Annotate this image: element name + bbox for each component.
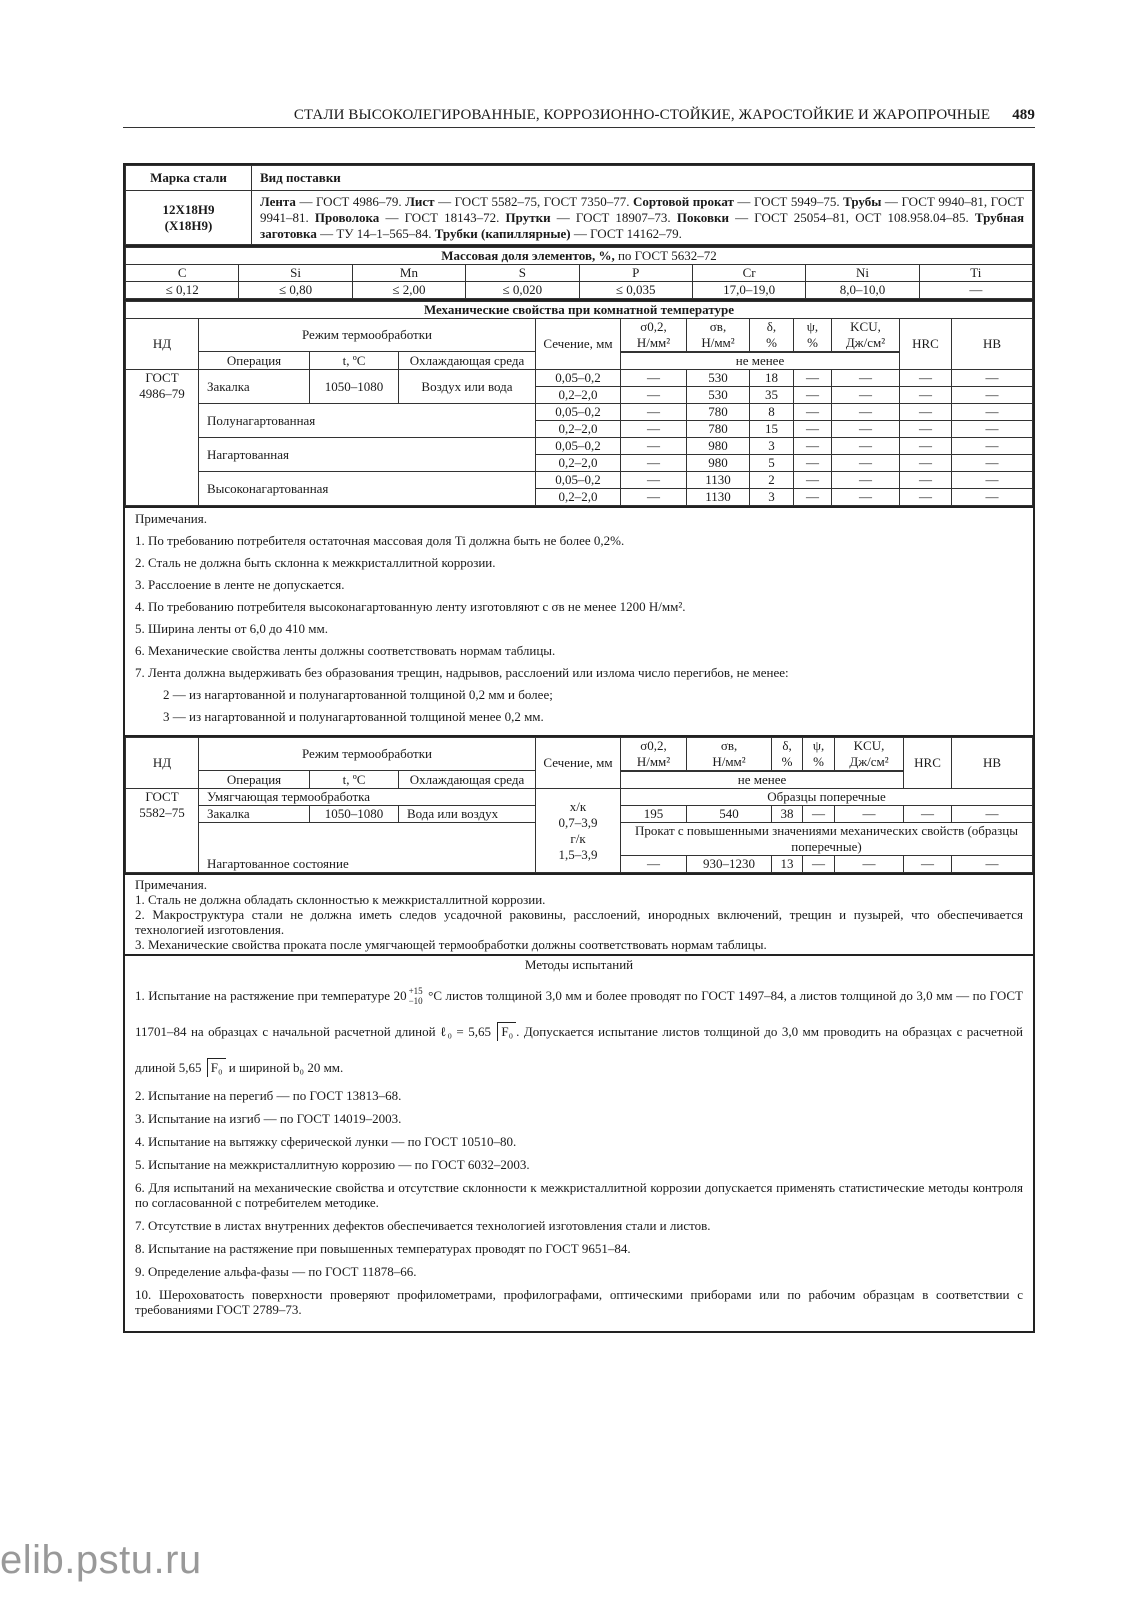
sqrt-f0-2: F₀ bbox=[207, 1058, 226, 1077]
h2-delta-unit: % bbox=[781, 754, 793, 769]
h2-delta bbox=[772, 738, 803, 771]
supply-segment: Лента bbox=[260, 194, 296, 209]
property-value: — bbox=[794, 489, 832, 506]
element-value: 8,0–10,0 bbox=[806, 282, 919, 299]
quench-temp: 1050–1080 bbox=[310, 806, 399, 823]
h-cooling: Охлаждающая среда bbox=[399, 352, 536, 370]
work-hardened-label: Нагартованное состояние bbox=[199, 823, 536, 873]
supply-segment: — ГОСТ 18143–72. bbox=[379, 210, 506, 225]
h-mode: Режим термообработки bbox=[199, 319, 536, 352]
property-value: — bbox=[952, 421, 1033, 438]
method-item: 8. Испытание на растяжение при повышенных температурах проводят по ГОСТ 9651–84. bbox=[135, 1241, 631, 1256]
mode-state: Нагартованная bbox=[199, 438, 536, 472]
note-item: 7. Лента должна выдерживать без образования трещин, надрывов, расслоений или излома число перегибов, не менее: bbox=[135, 665, 789, 680]
composition-values-row bbox=[126, 282, 1033, 299]
method-item: 2. Испытание на перегиб — по ГОСТ 13813–68. bbox=[135, 1088, 402, 1103]
property-value: 8 bbox=[750, 404, 794, 421]
watermark: elib.pstu.ru bbox=[0, 1538, 202, 1582]
h-psi-sym: ψ, bbox=[806, 319, 819, 334]
h2-hb: HB bbox=[952, 738, 1033, 789]
note-item: 1. По требованию потребителя остаточная массовая доля Ti должна быть не более 0,2%. bbox=[135, 533, 625, 548]
mech1-title: Механические свойства при комнатной температуре bbox=[126, 302, 1033, 319]
grade-alt-name: (Х18Н9) bbox=[164, 217, 213, 233]
property-value: — bbox=[952, 370, 1033, 387]
supply-segment: — ГОСТ 4986–79. bbox=[295, 194, 406, 209]
property-value: — bbox=[952, 404, 1033, 421]
property-value: — bbox=[794, 455, 832, 472]
temp-expression bbox=[394, 978, 425, 1014]
mech-section-2 bbox=[125, 735, 1033, 873]
property-value: — bbox=[900, 387, 952, 404]
element-symbol: Cr bbox=[692, 265, 805, 282]
property-value: — bbox=[794, 472, 832, 489]
property-value: — bbox=[952, 472, 1033, 489]
property-value: — bbox=[832, 472, 900, 489]
note-subitem: 3 — из нагартованной и полунагартованной толщиной менее 0,2 мм. bbox=[163, 709, 544, 724]
methods-section bbox=[125, 954, 1033, 1331]
h-s02-sym: σ0,2, bbox=[640, 319, 667, 334]
quench-kcu: — bbox=[835, 806, 904, 823]
h-nd: НД bbox=[126, 319, 199, 370]
property-value: 15 bbox=[750, 421, 794, 438]
h-min: не менее bbox=[621, 353, 900, 370]
element-value: 17,0–19,0 bbox=[692, 282, 805, 299]
h-hrc: HRC bbox=[900, 319, 952, 370]
method-item: 7. Отсутствие в листах внутренних дефектов обеспечивается технологией изготовления стали и листов. bbox=[135, 1218, 711, 1233]
h2-s02-sym: σ0,2, bbox=[640, 738, 667, 753]
h2-temp: t, ºС bbox=[310, 771, 399, 789]
supply-segment: — ГОСТ 18907–73. bbox=[550, 210, 677, 225]
supply-segment: Прутки bbox=[505, 210, 551, 225]
work-psi: — bbox=[803, 856, 835, 873]
composition-title-bold: Массовая доля элементов, %, bbox=[441, 248, 615, 263]
method-1 bbox=[135, 978, 1023, 1086]
property-value: — bbox=[832, 438, 900, 455]
page-number: 489 bbox=[1012, 107, 1035, 123]
h2-sv bbox=[687, 738, 772, 771]
supply-segment: — ТУ 14–1–565–84. bbox=[316, 226, 435, 241]
temp-tol-down: −10 bbox=[408, 996, 423, 1006]
h2-psi-sym: ψ, bbox=[812, 738, 825, 753]
property-value: — bbox=[900, 455, 952, 472]
h2-min: не менее bbox=[621, 772, 904, 789]
element-symbol: P bbox=[579, 265, 692, 282]
property-value: — bbox=[952, 489, 1033, 506]
section-value: 0,2–2,0 bbox=[536, 489, 621, 506]
section-value: 0,2–2,0 bbox=[536, 387, 621, 404]
property-value: 3 bbox=[750, 438, 794, 455]
h-kcu-unit: Дж/см² bbox=[845, 335, 886, 350]
mech-section-1 bbox=[125, 299, 1033, 506]
property-value: — bbox=[794, 421, 832, 438]
quench-op: Закалка bbox=[199, 806, 310, 823]
method-1-part-a: 1. Испытание на растяжение при температуре bbox=[135, 988, 394, 1003]
h2-mode: Режим термообработки bbox=[199, 738, 536, 771]
supply-segment: Трубная заготовка bbox=[260, 210, 1025, 241]
cross-samples: Образцы поперечные bbox=[621, 789, 1033, 806]
grade-cell bbox=[126, 191, 252, 245]
h2-kcu bbox=[835, 738, 904, 771]
supply-text bbox=[252, 191, 1033, 245]
work-s02: — bbox=[621, 856, 687, 873]
property-value: 1130 bbox=[687, 472, 750, 489]
nd-gost-4986: ГОСТ 4986–79 bbox=[126, 370, 199, 506]
h-delta-sym: δ, bbox=[766, 319, 777, 334]
note-item: 3. Расслоение в ленте не допускается. bbox=[135, 577, 345, 592]
property-value: 780 bbox=[687, 404, 750, 421]
h2-sv-unit: Н/мм² bbox=[712, 754, 746, 769]
property-value: 35 bbox=[750, 387, 794, 404]
h-s02 bbox=[621, 319, 687, 352]
table-row bbox=[126, 472, 1033, 489]
method-1-part-b: °С листов толщиной 3,0 мм и более проводят по ГОСТ 1497–84, а листов толщиной до 3,0 мм — по ГОСТ 11701–84 на образцах с начальной расчетной длиной ℓ₀ = 5,65 bbox=[135, 988, 1023, 1039]
property-value: — bbox=[621, 472, 687, 489]
element-symbol: Ti bbox=[919, 265, 1032, 282]
quench-psi: — bbox=[803, 806, 835, 823]
temp-value: 20 bbox=[393, 988, 407, 1003]
property-value: — bbox=[794, 387, 832, 404]
h2-delta-sym: δ, bbox=[782, 738, 792, 753]
h-sv-unit: Н/мм² bbox=[701, 335, 735, 350]
property-value: — bbox=[952, 438, 1033, 455]
h2-cooling: Охлаждающая среда bbox=[399, 771, 536, 789]
table-row bbox=[126, 438, 1033, 455]
temp-tol-up: +15 bbox=[408, 986, 423, 996]
section-value: 0,05–0,2 bbox=[536, 472, 621, 489]
steel-datasheet bbox=[123, 163, 1035, 1333]
high-props-note: Прокат с повышенными значениями механических свойств (образцы поперечные) bbox=[621, 823, 1033, 856]
h-psi-unit: % bbox=[807, 335, 818, 350]
sec-hot: г/к bbox=[570, 830, 586, 846]
property-value: — bbox=[621, 438, 687, 455]
h2-nd: НД bbox=[126, 738, 199, 789]
method-item: 6. Для испытаний на механические свойства и отсутствие склонности к межкристаллитной коррозии допускается применять статистические методы контроля по согласованной с потребителем методике. bbox=[135, 1180, 1023, 1210]
notes-section-2 bbox=[125, 873, 1033, 954]
property-value: — bbox=[900, 472, 952, 489]
h2-s02-unit: Н/мм² bbox=[636, 754, 671, 769]
work-sv: 930–1230 bbox=[687, 856, 772, 873]
property-value: 530 bbox=[687, 387, 750, 404]
note-subitem: 2 — из нагартованной и полунагартованной толщиной 0,2 мм и более; bbox=[163, 687, 553, 702]
property-value: — bbox=[832, 404, 900, 421]
property-value: 18 bbox=[750, 370, 794, 387]
h-s02-unit: Н/мм² bbox=[636, 335, 671, 350]
note-item: 2. Макроструктура стали не должна иметь следов усадочной раковины, расслоений, инородных включений, трещин и пузырей, что обеспечивается технологией изготовления. bbox=[135, 907, 1023, 937]
property-value: — bbox=[832, 455, 900, 472]
note-item: 2. Сталь не должна быть склонна к межкристаллитной коррозии. bbox=[135, 555, 496, 570]
element-value: ≤ 0,80 bbox=[239, 282, 352, 299]
note-item: 1. Сталь не должна обладать склонностью к межкристаллитной коррозии. bbox=[135, 892, 546, 907]
work-hb: — bbox=[952, 856, 1033, 873]
element-value: ≤ 0,035 bbox=[579, 282, 692, 299]
method-item: 10. Шероховатость поверхности проверяют профилометрами, профилографами, оптическими приборами или по рабочим образцам в соответствии с требованиями ГОСТ 2789–73. bbox=[135, 1287, 1023, 1317]
h-sv bbox=[687, 319, 750, 352]
mech2-section-cell bbox=[536, 789, 621, 873]
property-value: — bbox=[900, 489, 952, 506]
property-value: 530 bbox=[687, 370, 750, 387]
quench-cooling: Вода или воздух bbox=[399, 806, 536, 823]
method-1-part-c: . Допускается испытание листов толщиной до 3,0 мм проводить на образцах с расчетной длиной 5,65 bbox=[135, 1024, 1023, 1075]
property-value: 2 bbox=[750, 472, 794, 489]
sqrt-f0: F₀ bbox=[497, 1022, 516, 1041]
property-value: 1130 bbox=[687, 489, 750, 506]
property-value: — bbox=[952, 387, 1033, 404]
h-temp: t, ºС bbox=[310, 352, 399, 370]
section-value: 0,05–0,2 bbox=[536, 438, 621, 455]
h-operation: Операция bbox=[199, 352, 310, 370]
h-hb: HB bbox=[952, 319, 1033, 370]
note-item: 6. Механические свойства ленты должны соответствовать нормам таблицы. bbox=[135, 643, 556, 658]
property-value: 980 bbox=[687, 455, 750, 472]
sec-cold-range: 0,7–3,9 bbox=[558, 814, 598, 830]
property-value: — bbox=[621, 489, 687, 506]
composition-title bbox=[126, 248, 1033, 265]
h2-sv-sym: σв, bbox=[720, 738, 738, 753]
method-item: 3. Испытание на изгиб — по ГОСТ 14019–2003. bbox=[135, 1111, 402, 1126]
mech1-body bbox=[126, 370, 1033, 506]
supply-segment: — ГОСТ 25054–81, ОСТ 108.958.04–85. bbox=[728, 210, 975, 225]
quench-s02: 195 bbox=[621, 806, 687, 823]
element-value: ≤ 0,020 bbox=[466, 282, 579, 299]
grade-label: Марка стали bbox=[126, 166, 252, 191]
h2-psi bbox=[803, 738, 835, 771]
h2-kcu-sym: KCU, bbox=[853, 738, 885, 753]
property-value: — bbox=[621, 404, 687, 421]
property-value: — bbox=[621, 387, 687, 404]
h2-s02 bbox=[621, 738, 687, 771]
grade-name: 12Х18Н9 bbox=[162, 201, 215, 217]
h-delta bbox=[750, 319, 794, 352]
property-value: — bbox=[832, 387, 900, 404]
h2-hrc: HRC bbox=[904, 738, 952, 789]
supply-segment: — ГОСТ 5949–75. bbox=[733, 194, 844, 209]
section-value: 0,05–0,2 bbox=[536, 404, 621, 421]
element-symbol: S bbox=[466, 265, 579, 282]
sec-hot-range: 1,5–3,9 bbox=[558, 846, 598, 862]
quench-sv: 540 bbox=[687, 806, 772, 823]
h2-operation: Операция bbox=[199, 771, 310, 789]
property-value: 5 bbox=[750, 455, 794, 472]
property-value: — bbox=[621, 421, 687, 438]
notes-section-1 bbox=[125, 506, 1033, 735]
h2-psi-unit: % bbox=[813, 754, 824, 769]
h-delta-unit: % bbox=[766, 335, 777, 350]
quench-delta: 38 bbox=[772, 806, 803, 823]
supply-segment: — ГОСТ 9940–81, ГОСТ 9941–81. bbox=[260, 194, 1025, 225]
nd-gost-5582: ГОСТ 5582–75 bbox=[126, 789, 199, 873]
element-symbol: Ni bbox=[806, 265, 919, 282]
supply-segment: Поковки bbox=[676, 210, 729, 225]
property-value: — bbox=[900, 421, 952, 438]
notes2-title: Примечания. bbox=[135, 877, 207, 892]
h-sv-sym: σв, bbox=[709, 319, 727, 334]
method-1-part-d: и шириной b₀ 20 мм. bbox=[225, 1060, 344, 1075]
note-item: 5. Ширина ленты от 6,0 до 410 мм. bbox=[135, 621, 328, 636]
quench-hb: — bbox=[952, 806, 1033, 823]
method-item: 5. Испытание на межкристаллитную коррозию — по ГОСТ 6032–2003. bbox=[135, 1157, 530, 1172]
work-hrc: — bbox=[904, 856, 952, 873]
supply-segment: Проволока bbox=[314, 210, 380, 225]
note-item: 3. Механические свойства проката после умягчающей термообработки должны соответствовать нормам таблицы. bbox=[135, 937, 767, 952]
element-symbol: Si bbox=[239, 265, 352, 282]
mode-temp: 1050–1080 bbox=[310, 370, 399, 404]
property-value: — bbox=[832, 421, 900, 438]
mode-operation: Закалка bbox=[199, 370, 310, 404]
supply-segment: — ГОСТ 14162–79. bbox=[570, 226, 682, 241]
supply-segment: Трубы bbox=[843, 194, 882, 209]
supply-segment: Трубки (капиллярные) bbox=[434, 226, 571, 241]
table-row bbox=[126, 404, 1033, 421]
h-kcu-sym: KCU, bbox=[850, 319, 881, 334]
h-section: Сечение, мм bbox=[536, 319, 621, 370]
page-header bbox=[123, 106, 1035, 128]
note-item: 4. По требованию потребителя высоконагартованную ленту изготовляют с σв не менее 1200 Н/мм². bbox=[135, 599, 686, 614]
section-value: 0,2–2,0 bbox=[536, 421, 621, 438]
element-value: ≤ 0,12 bbox=[126, 282, 239, 299]
temp-tolerance bbox=[409, 986, 423, 1006]
property-value: — bbox=[900, 370, 952, 387]
property-value: — bbox=[832, 370, 900, 387]
work-kcu: — bbox=[835, 856, 904, 873]
supply-segment: Сортовой прокат bbox=[633, 194, 734, 209]
soft-anneal: Умягчающая термообработка bbox=[199, 789, 536, 806]
property-value: — bbox=[900, 404, 952, 421]
running-title: СТАЛИ ВЫСОКОЛЕГИРОВАННЫЕ, КОРРОЗИОННО-СТОЙКИЕ, ЖАРОСТОЙКИЕ И ЖАРОПРОЧНЫЕ bbox=[293, 107, 991, 123]
property-value: — bbox=[621, 370, 687, 387]
composition-section bbox=[125, 245, 1033, 299]
property-value: — bbox=[794, 438, 832, 455]
property-value: — bbox=[794, 404, 832, 421]
h-psi bbox=[794, 319, 832, 352]
methods-title: Методы испытаний bbox=[524, 957, 634, 972]
property-value: — bbox=[794, 370, 832, 387]
property-value: — bbox=[900, 438, 952, 455]
grade-section bbox=[125, 165, 1033, 245]
mode-state: Полунагартованная bbox=[199, 404, 536, 438]
element-symbol: Mn bbox=[352, 265, 465, 282]
h-kcu bbox=[832, 319, 900, 352]
composition-title-std: по ГОСТ 5632–72 bbox=[614, 248, 717, 263]
property-value: 980 bbox=[687, 438, 750, 455]
property-value: 3 bbox=[750, 489, 794, 506]
h2-kcu-unit: Дж/см² bbox=[849, 754, 889, 769]
composition-elements-row bbox=[126, 265, 1033, 282]
quench-hrc: — bbox=[904, 806, 952, 823]
method-item: 9. Определение альфа-фазы — по ГОСТ 11878–66. bbox=[135, 1264, 417, 1279]
property-value: — bbox=[832, 489, 900, 506]
property-value: 780 bbox=[687, 421, 750, 438]
supply-segment: Лист bbox=[405, 194, 435, 209]
method-item: 4. Испытание на вытяжку сферической лунки — по ГОСТ 10510–80. bbox=[135, 1134, 517, 1149]
element-symbol: C bbox=[126, 265, 239, 282]
h2-section: Сечение, мм bbox=[536, 738, 621, 789]
section-value: 0,05–0,2 bbox=[536, 370, 621, 387]
notes1-title: Примечания. bbox=[135, 511, 207, 526]
supply-label: Вид поставки bbox=[252, 166, 1033, 191]
mode-state: Высоконагартованная bbox=[199, 472, 536, 506]
element-value: ≤ 2,00 bbox=[352, 282, 465, 299]
element-value: — bbox=[919, 282, 1032, 299]
sec-cold: х/к bbox=[569, 798, 587, 814]
property-value: — bbox=[952, 455, 1033, 472]
section-value: 0,2–2,0 bbox=[536, 455, 621, 472]
work-delta: 13 bbox=[772, 856, 803, 873]
mode-cooling: Воздух или вода bbox=[399, 370, 536, 404]
supply-segment: — ГОСТ 5582–75, ГОСТ 7350–77. bbox=[434, 194, 633, 209]
property-value: — bbox=[621, 455, 687, 472]
table-row bbox=[126, 370, 1033, 387]
